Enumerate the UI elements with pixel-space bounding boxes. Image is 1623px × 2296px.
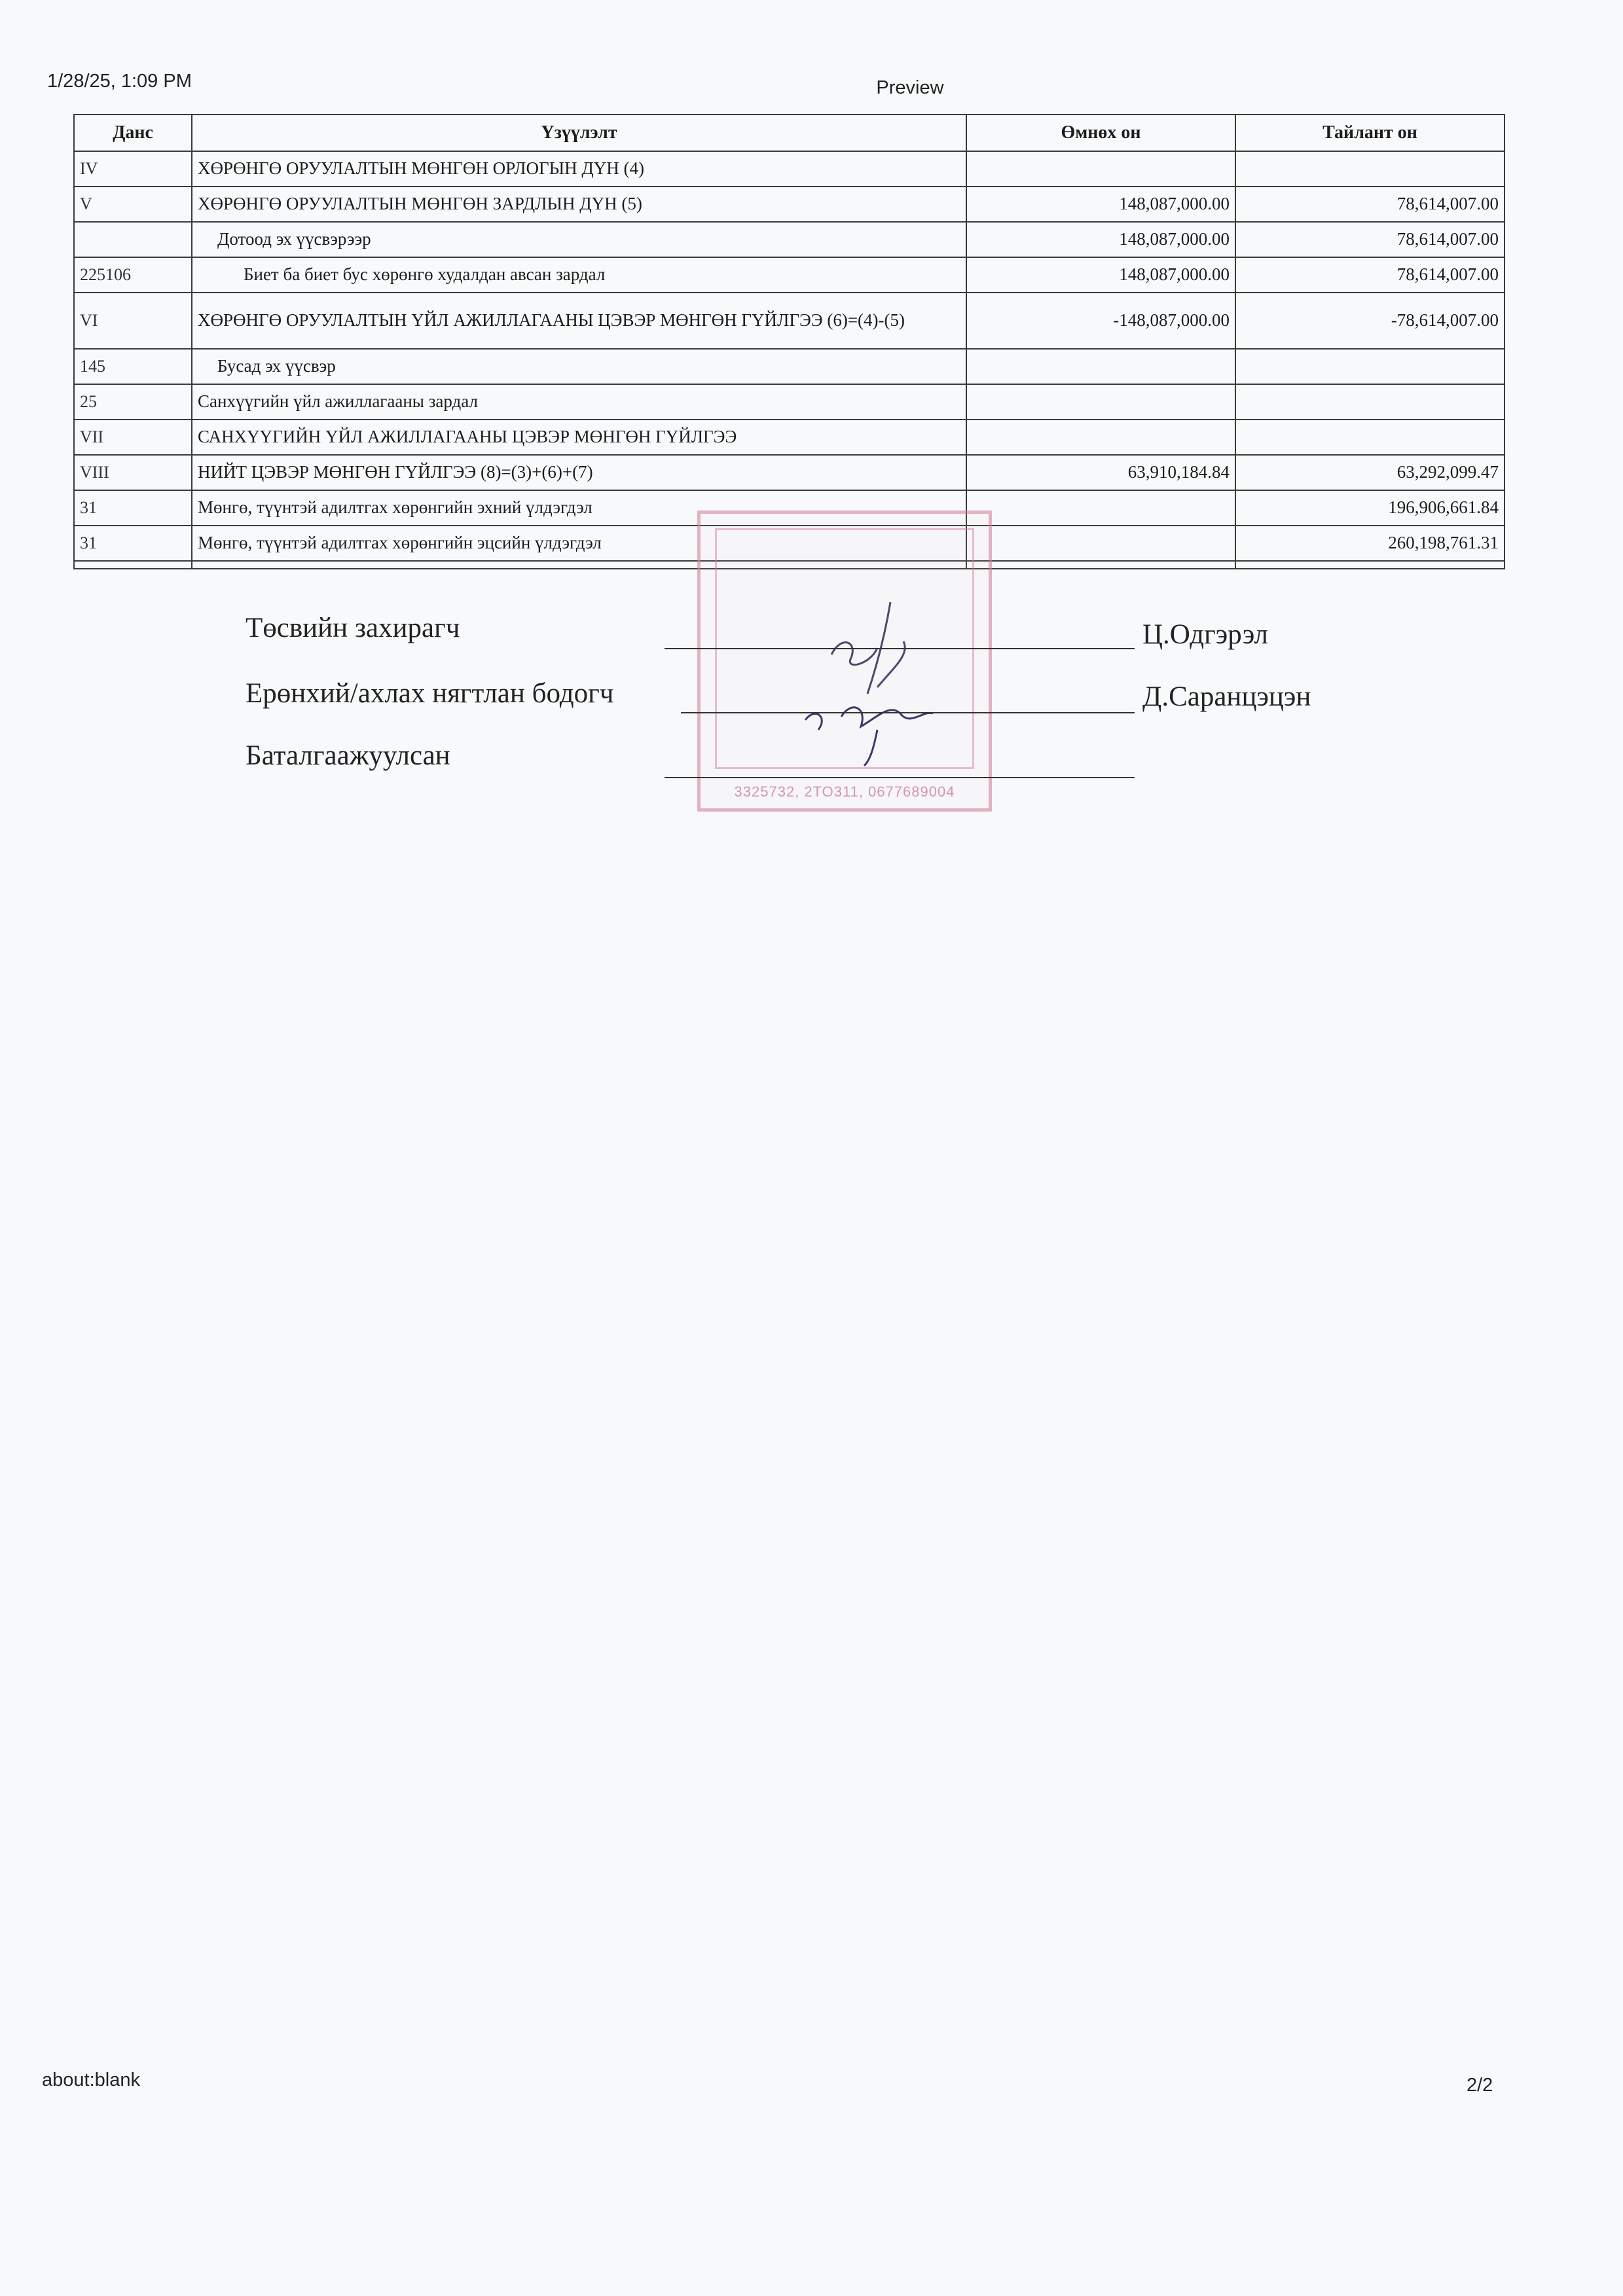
indicator-cell: Санхүүгийн үйл ажиллагааны зардал xyxy=(192,384,966,420)
footer-page-number: 2/2 xyxy=(1467,2075,1493,2096)
table-row xyxy=(74,151,1504,187)
previous-year-cell xyxy=(966,420,1235,455)
indicator-cell: ХӨРӨНГӨ ОРУУЛАЛТЫН МӨНГӨН ОРЛОГЫН ДҮН (4) xyxy=(192,151,966,187)
current-year-cell: -78,614,007.00 xyxy=(1235,293,1504,349)
table-row xyxy=(74,455,1504,490)
previous-year-cell xyxy=(966,384,1235,420)
signature-name-budget-manager: Ц.Одгэрэл xyxy=(1142,619,1268,650)
indicator-cell: Биет ба биет бус хөрөнгө худалдан авсан зардал xyxy=(192,257,966,293)
column-header-previous-year: Өмнөх он xyxy=(966,115,1235,151)
previous-year-cell xyxy=(966,490,1235,526)
empty-cell xyxy=(966,561,1235,569)
account-code-cell: VIII xyxy=(74,455,192,490)
column-header-current-year: Тайлант он xyxy=(1235,115,1504,151)
previous-year-cell: 148,087,000.00 xyxy=(966,222,1235,257)
previous-year-cell xyxy=(966,151,1235,187)
signature-line-chief-accountant xyxy=(681,712,1135,713)
indicator-cell: Дотоод эх үүсвэрээр xyxy=(192,222,966,257)
current-year-cell: 63,292,099.47 xyxy=(1235,455,1504,490)
table-row xyxy=(74,222,1504,257)
previous-year-cell xyxy=(966,349,1235,384)
column-header-account: Данс xyxy=(74,115,192,151)
previous-year-cell xyxy=(966,526,1235,561)
signature-scribbles xyxy=(779,550,976,812)
indicator-cell: Мөнгө, түүнтэй адилтгах хөрөнгийн эхний үлдэгдэл xyxy=(192,490,966,526)
signature-role-chief-accountant: Ерөнхий/ахлах нягтлан бодогч xyxy=(246,678,614,709)
current-year-cell: 78,614,007.00 xyxy=(1235,222,1504,257)
account-code-cell: VII xyxy=(74,420,192,455)
table-row xyxy=(74,257,1504,293)
account-code-cell: IV xyxy=(74,151,192,187)
column-header-indicator: Үзүүлэлт xyxy=(192,115,966,151)
table-header-row xyxy=(74,115,1504,151)
previous-year-cell: 148,087,000.00 xyxy=(966,187,1235,222)
table-row xyxy=(74,384,1504,420)
signature-role-budget-manager: Төсвийн захирагч xyxy=(246,613,460,643)
print-title: Preview xyxy=(876,77,944,98)
previous-year-cell: -148,087,000.00 xyxy=(966,293,1235,349)
current-year-cell: 78,614,007.00 xyxy=(1235,187,1504,222)
account-code-cell: 31 xyxy=(74,490,192,526)
current-year-cell: 78,614,007.00 xyxy=(1235,257,1504,293)
table-row xyxy=(74,293,1504,349)
signature-role-verified: Баталгаажуулсан xyxy=(246,740,450,771)
indicator-cell: ХӨРӨНГӨ ОРУУЛАЛТЫН ҮЙЛ АЖИЛЛАГААНЫ ЦЭВЭР МӨНГӨН ГҮЙЛГЭЭ (6)=(4)-(5) xyxy=(192,293,966,349)
signature-line-verified xyxy=(665,777,1135,778)
account-code-cell xyxy=(74,222,192,257)
indicator-cell: НИЙТ ЦЭВЭР МӨНГӨН ГҮЙЛГЭЭ (8)=(3)+(6)+(7) xyxy=(192,455,966,490)
stamp-number: 3325732, 2TO311, 0677689004 xyxy=(734,783,955,800)
indicator-cell: Бусад эх үүсвэр xyxy=(192,349,966,384)
current-year-cell xyxy=(1235,349,1504,384)
indicator-cell: САНХҮҮГИЙН ҮЙЛ АЖИЛЛАГААНЫ ЦЭВЭР МӨНГӨН ГҮЙЛГЭЭ xyxy=(192,420,966,455)
account-code-cell: VI xyxy=(74,293,192,349)
signature-line-budget-manager xyxy=(665,648,1135,649)
indicator-cell: ХӨРӨНГӨ ОРУУЛАЛТЫН МӨНГӨН ЗАРДЛЫН ДҮН (5) xyxy=(192,187,966,222)
current-year-cell xyxy=(1235,420,1504,455)
empty-cell xyxy=(74,561,192,569)
footer-url: about:blank xyxy=(42,2070,140,2090)
account-code-cell: 225106 xyxy=(74,257,192,293)
previous-year-cell: 63,910,184.84 xyxy=(966,455,1235,490)
current-year-cell: 260,198,761.31 xyxy=(1235,526,1504,561)
indicator-cell: Мөнгө, түүнтэй адилтгах хөрөнгийн эцсийн үлдэгдэл xyxy=(192,526,966,561)
account-code-cell: 31 xyxy=(74,526,192,561)
print-datetime: 1/28/25, 1:09 PM xyxy=(47,71,192,92)
previous-year-cell: 148,087,000.00 xyxy=(966,257,1235,293)
account-code-cell: 25 xyxy=(74,384,192,420)
account-code-cell: 145 xyxy=(74,349,192,384)
table-row xyxy=(74,420,1504,455)
empty-cell xyxy=(1235,561,1504,569)
table-row xyxy=(74,187,1504,222)
signature-name-chief-accountant: Д.Саранцэцэн xyxy=(1142,681,1311,712)
table-row xyxy=(74,349,1504,384)
current-year-cell xyxy=(1235,151,1504,187)
account-code-cell: V xyxy=(74,187,192,222)
current-year-cell: 196,906,661.84 xyxy=(1235,490,1504,526)
cash-flow-table xyxy=(73,114,1505,569)
current-year-cell xyxy=(1235,384,1504,420)
